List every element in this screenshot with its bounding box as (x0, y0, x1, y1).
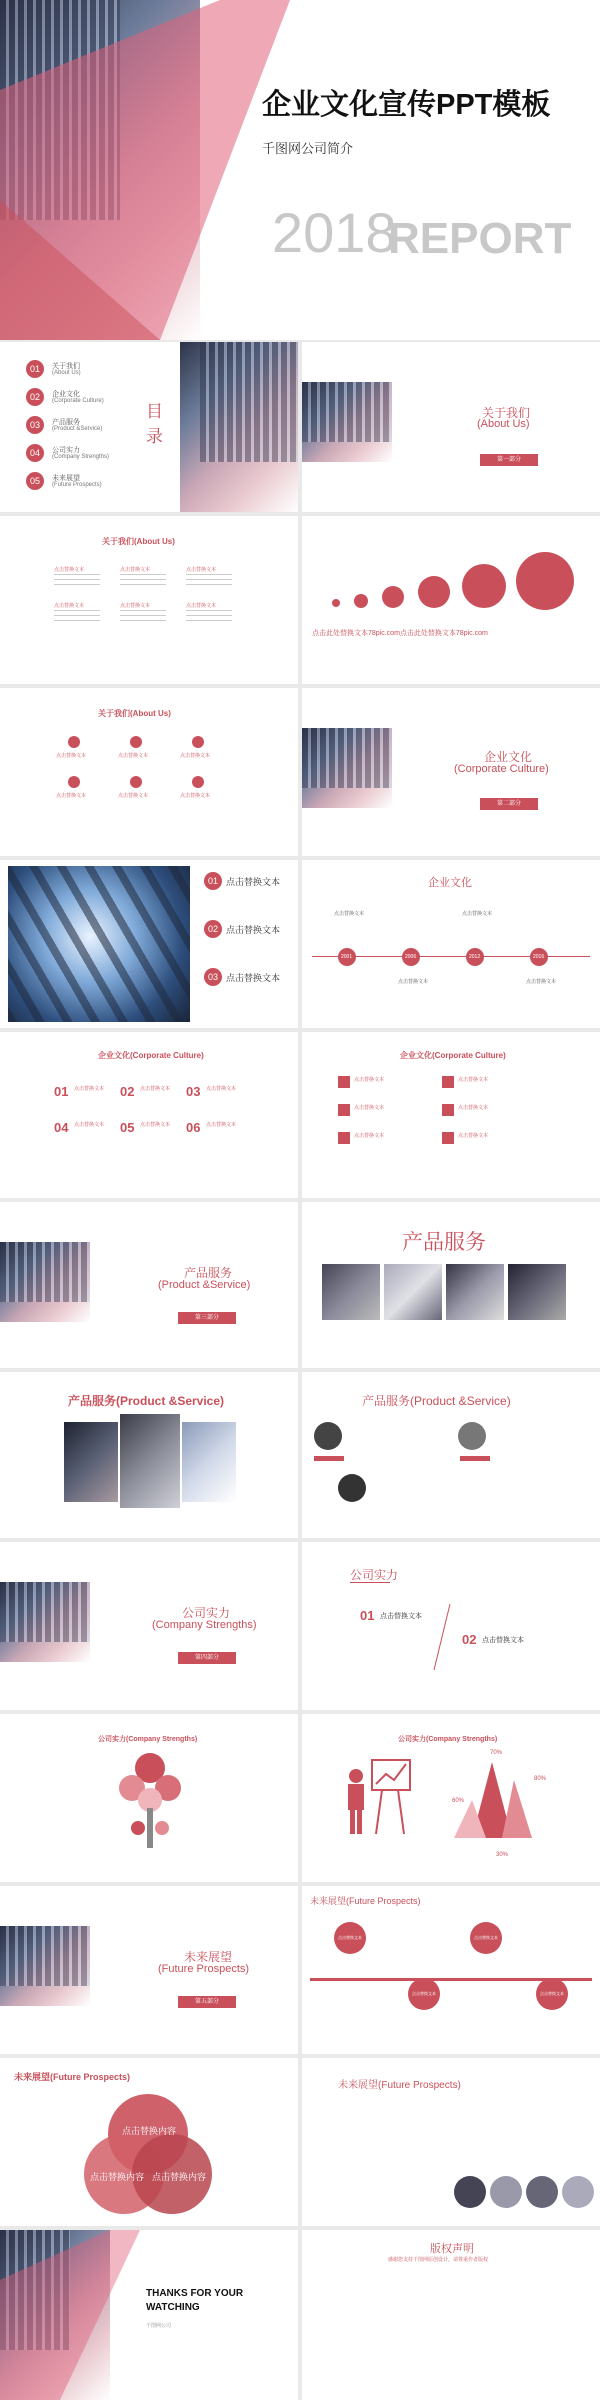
about-icon-label: 点击替换文本 (180, 793, 211, 799)
culture-number-heading: 点击替换文本 (206, 1122, 237, 1128)
thanks-line1: THANKS FOR YOUR (146, 2288, 244, 2299)
future-photo-4 (562, 2176, 594, 2208)
skyscraper-towers (8, 866, 190, 1022)
section1-cn: 关于我们 (482, 406, 531, 420)
about-item-text-line (120, 574, 166, 575)
about-item-text-line (120, 584, 166, 585)
thanks-pink-shape (0, 2230, 150, 2400)
about-item-text-line (54, 620, 100, 621)
section4-photo-bars (0, 1582, 90, 1642)
future-text-slide (302, 2058, 600, 2226)
culture-icon-square (442, 1104, 454, 1116)
culture-number: 01 (54, 1084, 69, 1099)
cover-year: 2018 (272, 201, 397, 264)
about-item-heading: 点击替换文本 (54, 603, 85, 609)
culture-icon-label: 点击替换文本 (354, 1105, 385, 1111)
bubble-3 (382, 586, 404, 608)
pct-70: 70% (490, 1750, 503, 1756)
future-photo-1 (454, 2176, 486, 2208)
about-icon-label: 点击替换文本 (56, 753, 87, 759)
about-title: 关于我们(About Us) (102, 537, 175, 546)
bubble-note: 点击此处替换文本78pic.com点击此处替换文本78pic.com (312, 630, 488, 637)
culture-number-heading: 点击替换文本 (74, 1086, 105, 1092)
toc-item-en: (Company Strengths) (52, 454, 110, 460)
pct-60: 60% (452, 1798, 465, 1804)
product-circle-photo-1 (314, 1422, 342, 1450)
strength-percent-slide (302, 1714, 600, 1882)
product-full-photo-3 (182, 1422, 236, 1502)
about-item-text-line (120, 610, 166, 611)
toc-item-cn: 产品服务 (52, 419, 80, 426)
strength-item-2-num: 02 (462, 1632, 477, 1647)
product-circles-title: 产品服务(Product &Service) (362, 1394, 511, 1408)
future-text-title: 未来展望(Future Prospects) (338, 2080, 461, 2091)
future-bubble-text: 点击替换文本 (338, 1935, 362, 1940)
strength-divider-slash (432, 1602, 452, 1672)
toc-slide (0, 342, 298, 512)
about-item-text-line (54, 574, 100, 575)
toc-number: 01 (26, 360, 44, 378)
section1-en: (About Us) (477, 418, 530, 430)
product-photo-4 (508, 1264, 566, 1320)
about-item-text-line (54, 579, 100, 580)
strength-title-underline (350, 1582, 390, 1583)
future-timeline-slide (302, 1886, 600, 2054)
toc-title-1: 目 (146, 402, 163, 421)
strength-tree-title: 公司实力(Company Strengths) (98, 1736, 198, 1743)
section1-photo-bars (302, 382, 392, 442)
about-icon-label: 点击替换文本 (118, 793, 149, 799)
future-photo-2 (490, 2176, 522, 2208)
timeline-year-label: 2006 (405, 954, 417, 960)
about-item-heading: 点击替换文本 (186, 567, 217, 573)
timeline-year-label: 2001 (341, 954, 353, 960)
about-item-text-line (186, 574, 232, 575)
timeline-item-text: 点击替换文本 (398, 979, 429, 985)
about-item-text-line (120, 615, 166, 616)
culture-number-heading: 点击替换文本 (140, 1086, 171, 1092)
about-icon-circle (68, 736, 80, 748)
bubble-5 (462, 564, 506, 608)
about-item-text-line (54, 615, 100, 616)
about-icon-label: 点击替换文本 (180, 753, 211, 759)
section3-cn: 产品服务 (184, 1266, 233, 1280)
section2-en: (Corporate Culture) (454, 763, 549, 775)
venn-title: 未来展望(Future Prospects) (14, 2072, 131, 2082)
culture-icon-square (338, 1104, 350, 1116)
toc-number: 02 (26, 388, 44, 406)
toc-item-cn: 关于我们 (52, 363, 80, 370)
sky-item-text: 点击替换文本 (226, 877, 281, 887)
section2-photo-bars (302, 728, 392, 788)
thanks-line2: WATCHING (146, 2302, 200, 2313)
section3-en: (Product &Service) (158, 1279, 251, 1291)
copyright-slide (302, 2230, 600, 2400)
toc-number: 05 (26, 472, 44, 490)
sky-number: 01 (204, 872, 222, 890)
pct-30: 30% (496, 1852, 509, 1858)
culture-icon-square (442, 1076, 454, 1088)
culture-number-heading: 点击替换文本 (74, 1122, 105, 1128)
cover-slide (0, 0, 600, 340)
product-circle-photo-2 (458, 1422, 486, 1450)
section4-button[interactable]: 第四部分 (178, 1652, 236, 1664)
timeline-year-label: 2016 (533, 954, 545, 960)
strength-item-2-text: 点击替换文本 (482, 1637, 524, 1644)
about-icons-slide (0, 688, 298, 856)
product-photo-3 (446, 1264, 504, 1320)
culture-icon-square (338, 1132, 350, 1144)
about-icon-label: 点击替换文本 (56, 793, 87, 799)
about-item-text-line (54, 610, 100, 611)
about-item-heading: 点击替换文本 (54, 567, 85, 573)
about-item-text-line (186, 579, 232, 580)
culture-number: 02 (120, 1084, 135, 1099)
culture-icon-label: 点击替换文本 (458, 1105, 489, 1111)
section1-slide (302, 342, 600, 512)
bubble-6 (516, 552, 574, 610)
section3-photo-bars (0, 1242, 90, 1302)
culture-number: 04 (54, 1120, 69, 1135)
venn-label-right: 点击替换内容 (152, 2172, 207, 2182)
strength-item-1-num: 01 (360, 1608, 375, 1623)
venn-label-left: 点击替换内容 (90, 2172, 145, 2182)
product-photos-slide (302, 1202, 600, 1368)
section5-photo-bars (0, 1926, 90, 1986)
section2-cn: 企业文化 (484, 750, 533, 764)
section5-en: (Future Prospects) (158, 1963, 250, 1975)
product-red-dash-2 (460, 1456, 490, 1461)
copyright-title: 版权声明 (430, 2243, 474, 2255)
section1-button[interactable]: 第一部分 (480, 454, 538, 466)
future-bubble-text: 点击替换文本 (412, 1991, 436, 1996)
culture-numbers-slide (0, 1032, 298, 1198)
product-photo-2 (384, 1264, 442, 1320)
cover-report: REPORT (388, 214, 572, 263)
product-full-title: 产品服务(Product &Service) (68, 1394, 225, 1408)
about-icon-circle (130, 736, 142, 748)
toc-item-en: (Product &Service) (52, 426, 103, 432)
strength-items-slide (302, 1542, 600, 1710)
toc-item-en: (Future Prospects) (52, 482, 102, 488)
sky-number: 02 (204, 920, 222, 938)
strength-tree-slide (0, 1714, 298, 1882)
section3-button[interactable]: 第三部分 (178, 1312, 236, 1324)
culture-icon-square (338, 1076, 350, 1088)
about-icon-circle (192, 776, 204, 788)
culture-numbers-title: 企业文化(Corporate Culture) (98, 1051, 204, 1060)
toc-number: 04 (26, 444, 44, 462)
about-item-text-line (186, 615, 232, 616)
section3-slide (0, 1202, 298, 1368)
section2-button[interactable]: 第二部分 (480, 798, 538, 810)
thanks-sub: 千图网公司 (146, 2323, 172, 2329)
section2-slide (302, 688, 600, 856)
about-grid-slide (0, 516, 298, 684)
about-icon-circle (192, 736, 204, 748)
culture-icon-label: 点击替换文本 (458, 1133, 489, 1139)
culture-icon-square (442, 1132, 454, 1144)
about-icons-title: 关于我们(About Us) (98, 709, 171, 718)
about-item-text-line (120, 579, 166, 580)
timeline-item-text: 点击替换文本 (526, 979, 557, 985)
thanks-slide (0, 2230, 298, 2400)
product-full-slide (0, 1372, 298, 1538)
cover-subtitle: 千图网公司简介 (262, 141, 354, 156)
sky-item-text: 点击替换文本 (226, 925, 281, 935)
sky-number: 03 (204, 968, 222, 986)
product-circles-slide (302, 1372, 600, 1538)
about-item-text-line (120, 620, 166, 621)
bubble-slide (302, 516, 600, 684)
bubble-2 (354, 594, 368, 608)
pct-80: 80% (534, 1776, 547, 1782)
future-bubble-text: 点击替换文本 (474, 1935, 498, 1940)
presenter-icon (342, 1754, 412, 1844)
toc-item-cn: 未来展望 (52, 475, 80, 482)
venn-label-top: 点击替换内容 (122, 2126, 177, 2136)
product-photo-1 (322, 1264, 380, 1320)
product-full-photo-2 (120, 1414, 180, 1508)
section5-cn: 未来展望 (184, 1950, 233, 1964)
about-icon-circle (130, 776, 142, 788)
about-icon-label: 点击替换文本 (118, 753, 149, 759)
culture-number-heading: 点击替换文本 (206, 1086, 237, 1092)
culture-number: 05 (120, 1120, 135, 1135)
timeline-item-text: 点击替换文本 (462, 911, 493, 917)
culture-icons-title: 企业文化(Corporate Culture) (400, 1051, 506, 1060)
about-item-heading: 点击替换文本 (186, 603, 217, 609)
timeline-year-label: 2012 (469, 954, 481, 960)
about-item-text-line (186, 610, 232, 611)
toc-item-en: (Corporate Culture) (52, 398, 104, 404)
pyramid-chart (452, 1760, 562, 1850)
strength-items-title: 公司实力 (350, 1568, 399, 1582)
cover-pink-shape (0, 0, 300, 340)
product-full-photo-1 (64, 1422, 118, 1502)
toc-item-cn: 企业文化 (52, 391, 80, 398)
strength-item-1-text: 点击替换文本 (380, 1613, 422, 1620)
toc-item-cn: 公司实力 (52, 447, 80, 454)
toc-photo-bars (200, 342, 298, 462)
section5-button[interactable]: 第五部分 (178, 1996, 236, 2008)
about-item-text-line (186, 584, 232, 585)
skyscraper-slide (0, 860, 298, 1028)
about-item-text-line (54, 584, 100, 585)
toc-title-2: 录 (146, 427, 163, 446)
timeline-title: 企业文化 (428, 877, 472, 889)
culture-icon-label: 点击替换文本 (354, 1133, 385, 1139)
culture-icon-label: 点击替换文本 (354, 1077, 385, 1083)
culture-number-heading: 点击替换文本 (140, 1122, 171, 1128)
section4-en: (Company Strengths) (152, 1619, 257, 1631)
about-item-heading: 点击替换文本 (120, 567, 151, 573)
copyright-sub: 感谢您支持千图网原创设计，请尊重作者版权 (388, 2257, 489, 2263)
product-photos-title: 产品服务 (402, 1231, 486, 1254)
cover-title: 企业文化宣传PPT模板 (262, 89, 551, 121)
timeline-slide (302, 860, 600, 1028)
sky-item-text: 点击替换文本 (226, 973, 281, 983)
timeline-item-text: 点击替换文本 (334, 911, 365, 917)
about-icon-circle (68, 776, 80, 788)
section4-cn: 公司实力 (182, 1606, 231, 1620)
bubble-1 (332, 599, 340, 607)
about-item-heading: 点击替换文本 (120, 603, 151, 609)
product-circle-photo-3 (338, 1474, 366, 1502)
toc-number: 03 (26, 416, 44, 434)
culture-number: 06 (186, 1120, 201, 1135)
future-bubble-text: 点击替换文本 (540, 1991, 564, 1996)
venn-slide (0, 2058, 298, 2226)
future-photo-3 (526, 2176, 558, 2208)
culture-icon-label: 点击替换文本 (458, 1077, 489, 1083)
toc-item-en: (About Us) (52, 370, 81, 376)
strength-tree-graphic (110, 1748, 190, 1858)
about-item-text-line (186, 620, 232, 621)
section4-slide (0, 1542, 298, 1710)
product-red-dash-1 (314, 1456, 344, 1461)
future-timeline-title: 未来展望(Future Prospects) (310, 1896, 421, 1906)
culture-icons-slide (302, 1032, 600, 1198)
bubble-4 (418, 576, 450, 608)
section5-slide (0, 1886, 298, 2054)
culture-number: 03 (186, 1084, 201, 1099)
strength-percent-title: 公司实力(Company Strengths) (398, 1736, 498, 1743)
